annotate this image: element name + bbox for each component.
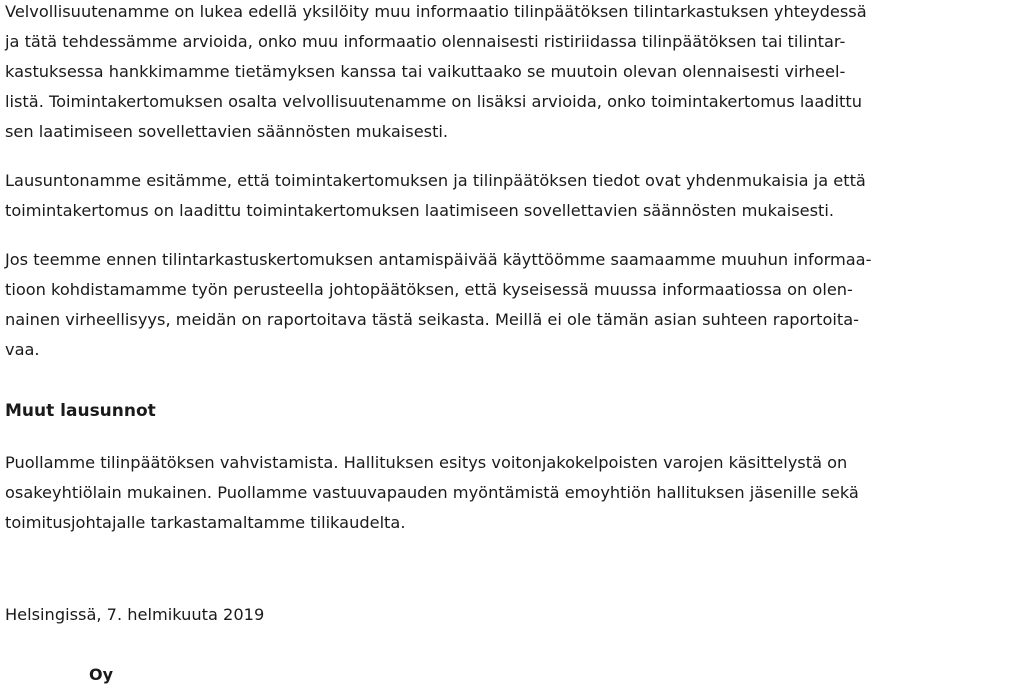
company-name: Oy [89,665,114,684]
text-line: Velvollisuutenamme on lukea edellä yksilöity muu informaatio tilinpäätöksen tilintarkastuksen yhteydessä [5,2,867,21]
paragraph-responsibility [5,0,867,147]
text-line: sen laatimiseen sovellettavien säännösten mukaisesti. [5,122,449,141]
section-heading: Muut lausunnot [5,401,156,421]
paragraph-opinion [5,166,866,226]
paragraph-other-statements [5,448,859,538]
text-line: listä. Toimintakertomuksen osalta velvollisuutenamme on lisäksi arvioida, onko toimintakertomus laadittu [5,92,862,111]
text-line: toimitusjohtajalle tarkastamaltamme tilikaudelta. [5,513,406,532]
text-line: vaa. [5,340,40,359]
place-and-date: Helsingissä, 7. helmikuuta 2019 [5,605,265,624]
text-line: Lausuntonamme esitämme, että toimintakertomuksen ja tilinpäätöksen tiedot ovat yhdenmukaisia ja että [5,171,866,190]
text-line: Jos teemme ennen tilintarkastuskertomuksen antamispäivää käyttöömme saamaamme muuhun informaa- [5,250,872,269]
text-line: tioon kohdistamamme työn perusteella johtopäätöksen, että kyseisessä muussa informaatiossa on olen- [5,280,853,299]
text-line: nainen virheellisyys, meidän on raportoitava tästä seikasta. Meillä ei ole tämän asian suhteen raportoita- [5,310,859,329]
text-line: osakeyhtiölain mukainen. Puollamme vastuuvapauden myöntämistä emoyhtiön hallituksen jäsenille sekä [5,483,859,502]
paragraph-reporting [5,245,871,365]
text-line: toimintakertomus on laadittu toimintakertomuksen laatimiseen sovellettavien säännösten mukaisesti. [5,201,835,220]
text-line: Puollamme tilinpäätöksen vahvistamista. Hallituksen esitys voitonjakokelpoisten varojen käsittelystä on [5,453,848,472]
text-line: ja tätä tehdessämme arvioida, onko muu informaatio olennaisesti ristiriidassa tilinpäätöksen tai tilintar- [5,32,846,51]
text-line: kastuksessa hankkimamme tietämyksen kanssa tai vaikuttaako se muutoin olevan olennaisesti virheel- [5,62,846,81]
